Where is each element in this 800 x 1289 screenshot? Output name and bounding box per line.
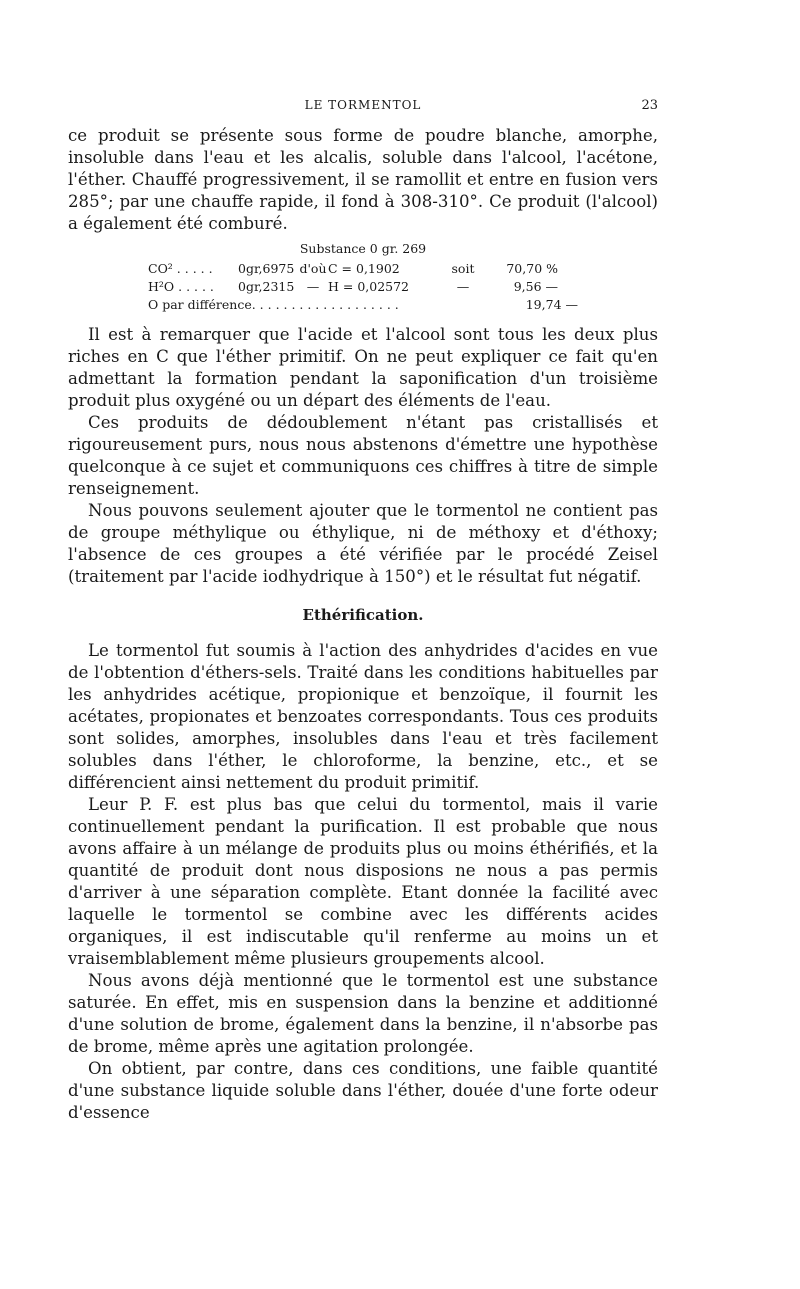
paragraph: Nous pouvons seulement ajouter que le tormentol ne contient pas de groupe méthylique ou éthylique, ni de méthoxy et d'éthoxy; l'absence de ces groupes a été vérifiée par le procédé Zeisel (traitement par l'acide iodhydrique à 150°) et le résultat fut négatif. — [68, 501, 658, 586]
analysis-label: H²O . . . . . — [148, 279, 214, 294]
analysis-element: H = 0,02572 — [328, 279, 410, 294]
analysis-percent: 19,74 — — [525, 297, 578, 312]
page-number: 23 — [641, 98, 658, 113]
analysis-mass: 0gr,6975 — [238, 261, 295, 276]
analysis-substance: Substance 0 gr. 269 — [299, 241, 427, 256]
paragraph: Leur P. F. est plus bas que celui du tormentol, mais il varie continuellement pendant la purification. Il est probable que nous avons affaire à un mélange de produits plus ou moins éthérifiés, et la quantité de produit dont nous disposions ne nous a pas permis d'arriver à une séparation complète. Etant donnée la facilité avec laquelle le tormentol se combine avec les différents acides organiques, il est indiscutable qu'il renferme au moins un et vraisemblablement même plusieurs groupements alcool. — [68, 795, 658, 968]
paragraph: Nous avons déjà mentionné que le tormentol est une substance saturée. En effet, mis en suspension dans la benzine et additionné d'une solution de brome, également dans la benzine, il n'absorbe pas de brome, même après une agitation prolongée. — [68, 971, 658, 1056]
page-body — [68, 125, 658, 1124]
paragraph: Il est à remarquer que l'acide et l'alcool sont tous les deux plus riches en C que l'éther primitif. On ne peut expliquer ce fait qu'en admettant la formation pendant la saponification d'un troisième produit plus oxygéné ou un départ des éléments de l'eau. — [68, 325, 658, 410]
analysis-link: — — [306, 279, 320, 294]
paragraph: On obtient, par contre, dans ces conditions, une faible quantité d'une substance liquide soluble dans l'éther, douée d'une forte odeur d'essence — [68, 1059, 658, 1122]
analysis-label: O par différence. . . . . . . . . . . . . . . . . . . — [148, 297, 399, 312]
analysis-link: d'où — [299, 261, 327, 276]
analysis-percent: 9,56 — — [513, 279, 558, 294]
paragraph: Le tormentol fut soumis à l'action des anhydrides d'acides en vue de l'obtention d'éthers-sels. Traité dans les conditions habituelles par les anhydrides acétique, propionique et benzoïque, il fournit les acétates, propionates et benzoates correspondants. Tous ces produits sont solides, amorphes, insolubles dans l'eau et très facilement solubles dans l'éther, le chloroforme, la benzine, etc., et se différencient ainsi nettement du produit primitif. — [68, 641, 658, 792]
analysis-word: — — [456, 279, 470, 294]
analysis-row — [68, 260, 658, 278]
analysis-row — [68, 278, 658, 296]
running-title: LE TORMENTOL — [304, 98, 422, 112]
page-header — [68, 98, 658, 118]
analysis-row — [68, 296, 658, 314]
analysis-percent: 70,70 % — [506, 261, 558, 276]
analysis-element: C = 0,1902 — [328, 261, 400, 276]
analysis-label: CO² . . . . . — [148, 261, 213, 276]
analysis-mass: 0gr,2315 — [238, 279, 295, 294]
paragraph: ce produit se présente sous forme de poudre blanche, amorphe, insoluble dans l'eau et les alcalis, soluble dans l'alcool, l'acétone, l'éther. Chauffé progressivement, il se ramollit et entre en fusion vers 285°; par une chauffe rapide, il fond à 308-310°. Ce produit (l'alcool) a également été comburé. — [68, 126, 658, 233]
elemental-analysis — [68, 240, 658, 314]
analysis-word: soit — [451, 261, 475, 276]
section-title: Ethérification. — [302, 606, 424, 624]
paragraph: Ces produits de dédoublement n'étant pas cristallisés et rigoureusement purs, nous nous abstenons d'émettre une hypothèse quelconque à ce sujet et communiquons ces chiffres à titre de simple renseignement. — [68, 413, 658, 498]
